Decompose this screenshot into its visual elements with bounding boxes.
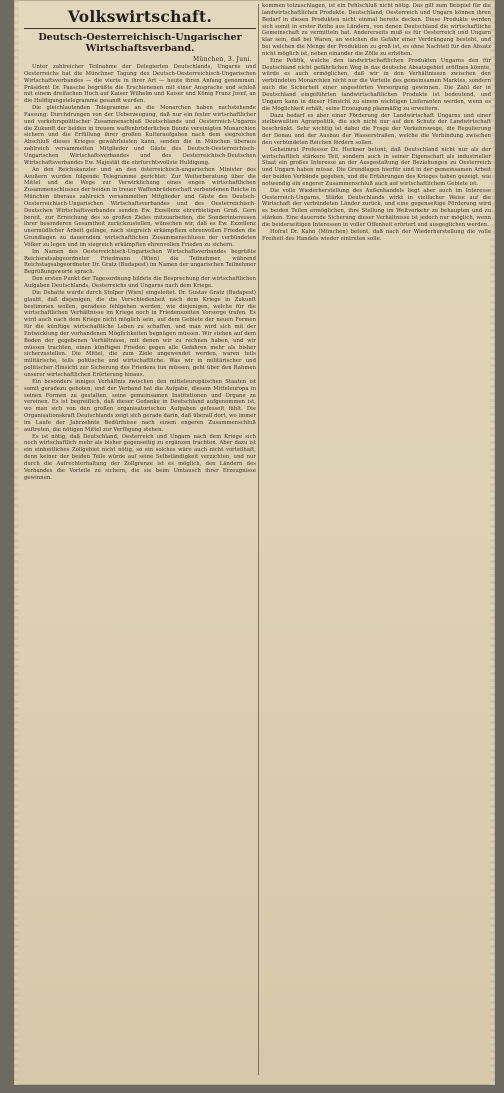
torn-edge-left [14,0,19,1085]
section-masthead: Volkswirtschaft. [67,7,213,26]
paragraph: Den ersten Punkt der Tagesordnung bildete die Besprechung der wirtschaftlichen Aufgaben Deutschlands, Oesterreichs und Ungarns nach dem Kriege. [24,276,256,289]
paragraph: Geheimrat Professor Dr. Herkner betont, daß Deutschland nicht nur als der wirtschaftlich stärkere Teil, sondern auch in seiner Eigenschaft als industrieller Staat ein großes Interesse an der Ausgestaltung der Beziehungen zu Oesterreich und Ungarn haben müsse. Die Grundlagen hierfür sind in der gemeinsamen Arbeit der beiden Verbände gegeben, und die Erfahrungen des Krieges haben gezeigt, wie notwendig ein engerer Zusammenschluß auch auf wirtschaftlichem Gebiete ist. [262,146,491,187]
newspaper-clipping [14,0,495,1085]
column-divider [258,4,259,1075]
paragraph: Im Namen des Oesterreichisch-Ungarischen Wirtschaftsverbandes begrüßte Reichsratsabgeordneter Friedmann (Wien) die Teilnehmer, während Reichstagsabgeordneter Dr. Gratz (Budapest) im Namen der ungarischen Teilnehmer Begrüßungsworte sprach. [24,248,256,276]
paragraph: Hofrat Dr. Kahn (München) betont, daß nach der Wiederherstellung die volle Freiheit des Handels wieder eintreten solle. [262,228,491,242]
paragraph: kommen totzuschlagen, ist ein Fehlschluß nicht nötig. Das gilt zum Beispiel für die landwirtschaftlichen Produkte. Deutschland, Oesterreich und Ungarn können ihren Bedarf in diesen Produkten nicht einmal bereits decken. Diese Produkte werden sich somit in erster Reihe aus Ländern, von denen Deutschland die wirtschaftliche Gemeinschaft zu vermitteln hat. Andererseits muß es für Oesterreich und Ungarn klar sein, daß bei Waren, an welchen die Gefahr einer Verdrängung besteht, und bei welchen die Menge der Produktion zu groß ist, es ohne Nachteil für den Absatz nicht möglich ist, neben einander die Zölle zu erhöhen. [262,3,491,57]
paragraph: Eine Politik, welche den landwirtschaftlichen Produkten Ungarns den für Deutschland nicht gefährlichen Weg in das deutsche Absatzgebiet eröffnen könnte, würde es auch ermöglichen, daß wir in den Verhältnissen zwischen den verbündeten Monarchien nicht nur die Vorteile des gemeinsamen Marktes, sondern auch die Sicherheit einer ungestörten Versorgung gewinnen. Die Zahl der in Deutschland eingeführten landwirtschaftlichen Produkte ist bedeutend, und Ungarn kann in dieser Hinsicht zu einem wichtigen Lieferanten werden, wenn es die Möglichkeit erhält, seine Erzeugung planmäßig zu erweitern. [262,57,491,112]
dateline: München, 3. Juni. [192,56,252,63]
paragraph: Unter zahlreicher Teilnahme der Delegierten Deutschlands, Ungarns und Oesterreichs hat die Münchner Tagung des Deutsch-Oesterreichisch-Ungarischen Wirtschaftsverbandes — die vierte in ihrer Art — heute ihren Anfang genommen. Präsident Dr. Paasche begrüßte die Erschienenen mit einer Ansprache und schloß mit einem dreifachen Hoch auf Kaiser Wilhelm und Kaiser und König Franz Josef, an die Huldigungstelegramme gesandt wurden. [24,64,256,105]
paragraph: Es ist nötig, daß Deutschland, Oesterreich und Ungarn nach dem Kriege sich noch wirtschaftlich mehr als bisher gegenseitig zu ergänzen trachten. Aber dazu ist ein einheitliches Zollgebiet nicht nötig, so ein solches wäre auch nicht vorteilhaft, denn keiner der beiden Teile würde auf seine Selbständigkeit verzichten, und nur durch die Aufrechterhaltung der Zollgrenze ist es möglich, den Ländern des Verbandes die Vorteile zu sichern, die sie beim Umtausch ihrer Erzeugnisse gewinnen. [24,433,256,481]
paragraph: Die Debatte wurde durch Stolper (Wien) eingeleitet. Dr. Gustav Gratz (Budapest) glaubt, daß diejenigen, die die Verschiedenheit nach dem Kriege in Zukunft bestimmen wollen, geradeso fehlgehen werden, wie diejenigen, welche für die wirtschaftlichen Verhältnisse im Kriege noch in Friedenszeiten Vorsorge trafen. Es wird auch nach dem Kriege nicht möglich sein, auf dem Gebiete der neuen Formen für die künftige wirtschaftliche Leben zu schaffen, und man wird sich mit der Entwicklung der vorhandenen Möglichkeiten begnügen müssen. Wir stehen auf dem Boden der gegebenen Verhältnisse, mit denen wir zu rechnen haben, und wir müssen trachten, einen künftigen Frieden gegen alle Gefahren mehr als bisher sicherzustellen. Die Mittel, die zum Ziele angewendet werden, waren teils militärische, teils politische und wirtschaftliche. Was wir in militärischer und politischer Hinsicht zur Sicherung des Friedens tun müssen, geht über den Rahmen unserer wirtschaftlichen Erörterung hinaus. [24,289,256,378]
headline-line-2: Wirtschaftsverband. [85,43,195,54]
right-column [262,3,491,1079]
headline-line-1: Deutsch-Oesterreichisch-Ungarischer [38,32,242,43]
article-headline [24,32,256,54]
paragraph: Dazu bedarf es aber einer Förderung der Landwirtschaft Ungarns und einer zielbewußten Agrarpolitik, die sich nicht nur auf den Schutz der Landwirtschaft beschränkt. Sehr wichtig ist dabei die Frage der Verkehrswege, die Regulierung der Donau und der Ausbau der Wasserstraßen, welche die Verbindung zwischen den verbündeten Reichen fördern sollen. [262,112,491,146]
paragraph: An den Reichskanzler und an den österreichisch-ungarischen Minister des Aeußern wurden folgende Telegramme gerichtet: Zur Weiterberatung über die Mittel und die Wege zur Verwirklichung eines engen wirtschaftlichen Zusammenschlusses der beiden in treuer Waffenbrüderschaft verbundenen Reiche in München überaus zahlreich versammelten Mitglieder und Gäste des Deutsch-Oesterreichisch-Ungarischen Wirtschaftsverbandes und des Oesterreichisch-Deutschen Wirtschaftsverbandes senden Ew. Exzellenz ehrerbietigen Gruß. Gern bereit, zur Erreichung des so großen Zieles mitzuarbeiten, die Sonderinteressen ihrer besonderen Gesamtheit zurückzustellen, wünschen wir, daß es Ew. Exzellenz unermüdlicher Arbeit gelinge, nach siegreich erkämpftem ehrenvollen Frieden die Grundlagen zu dauerndem wirtschaftlichen Zusammenschlusse der verbündeten Völker zu legen und im siegreich erkämpften ehrenvollen Frieden zu sichern. [24,166,256,248]
paragraph: Die volle Wiederherstellung des Außenhandels liegt aber auch im Interesse Oesterreich-Ungarns. Stärke Deutschlands wirkt in vielfacher Weise auf die Wirtschaft der verbündeten Länder zurück, und eine gegenseitige Förderung wird es beiden Teilen ermöglichen, ihre Stellung im Weltverkehr zu behaupten und zu stärken. Eine dauernde Sicherung dieser Verhältnisse ist jedoch nur möglich, wenn die beiderseitigen Interessen in voller Offenheit erörtert und ausgeglichen werden. [262,187,491,228]
paragraph: Die gleichlautenden Telegramme an die Monarchen haben nachstehende Fassung: Durchdrungen von der Ueberzeugung, daß nur ein fester wirtschaftlicher und verkehrspolitischer Zusammenschluß Deutschlands und Oesterreich-Ungarns die Zukunft der beiden in treuem waffenbrüderlichen Bunde vereinigten Monarchien sichern und die Erfüllung ihrer großen Kulturaufgaben nach dem siegreichen Abschluß dieses Krieges gewährleisten kann, senden die in München überaus zahlreich versammelten Mitglieder und Gäste des Deutsch-Oesterreichisch-Ungarischen Wirtschaftsverbandes und des Oesterreichisch-Deutschen Wirtschaftsverbandes Ew. Majestät die ehrfurchtsvollste Huldigung. [24,105,256,166]
paragraph: Ein besonders inniges Verhältnis zwischen den mitteleuropäischen Staaten ist somit geradezu geboten, und der Verband hat die Aufgabe, diesem Mitteleuropa in seinen Formen zu gestalten, seine gemeinsamen Institutionen und Organe zu vereinen. Es ist begreiflich, daß dieser Gedanke in Deutschland aufgenommen ist, wo man sich von den großen organisatorischen Aufgaben gefesselt fühlt. Die Organisationskraft Deutschlands zeigt sich gerade darin, daß überall dort, wo immer im Laufe der Jahrzehnte Bedürfnisse nach einem engeren Zusammenschluß auftreten, die nötigen Mittel zur Verfügung stehen. [24,378,256,433]
masthead-rule [24,28,256,29]
left-column-body [24,64,256,481]
left-column [24,3,256,1079]
